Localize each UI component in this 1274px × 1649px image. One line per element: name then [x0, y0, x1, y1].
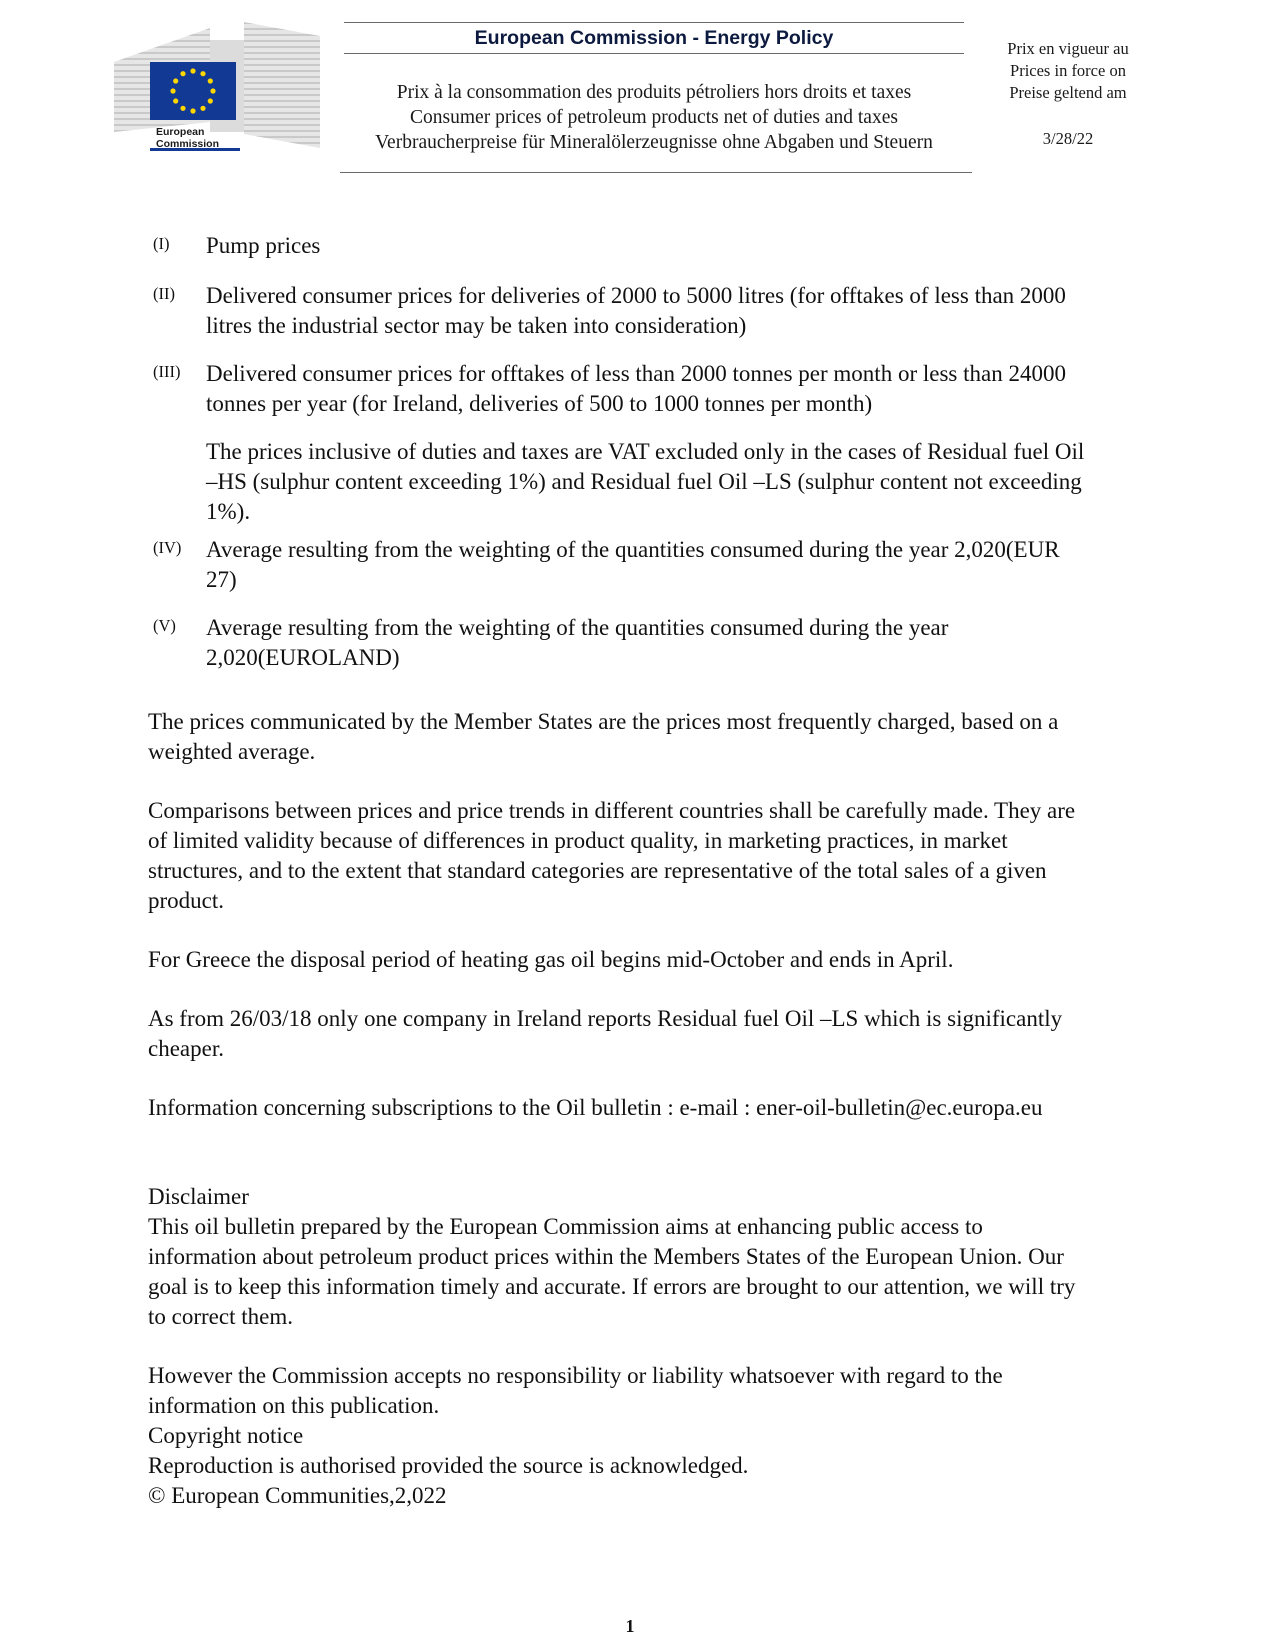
footnote-number-1: (I) [153, 234, 170, 253]
header-title: European Commission - Energy Policy [474, 27, 834, 49]
footnote-number-4: (IV) [153, 538, 182, 557]
european-commission-logo [114, 22, 320, 162]
comparisons-paragraph: Comparisons between prices and price trends in different countries shall be carefully made. They are of limited validity because of differences in product quality, in marketing practices, in market structures, and to the extent that standard categories are representative of the total sales of a given product. [148, 798, 1076, 913]
subtitle-english: Consumer prices of petroleum products net of duties and taxes [410, 107, 898, 128]
footnote-text-4: Average resulting from the weighting of the quantities consumed during the year 2,020(EUR 27) [206, 537, 1060, 592]
copyright-text: Reproduction is authorised provided the source is acknowledged. [148, 1453, 749, 1478]
logo-text-line-2: Commission [156, 138, 220, 150]
copyright-heading: Copyright notice [148, 1423, 304, 1448]
disclaimer-text: This oil bulletin prepared by the European Commission aims at enhancing public access to information about petroleum product prices within the Members States of the European Union. Our goal is to keep this information timely and accurate. If errors are brought to our attention, we will try to correct them. [148, 1214, 1076, 1329]
eu-star-icon [180, 106, 185, 111]
eu-star-icon [173, 78, 178, 83]
ireland-paragraph: As from 26/03/18 only one company in Ireland reports Residual fuel Oil –LS which is significantly cheaper. [148, 1006, 1063, 1061]
footnote-number-3: (III) [153, 362, 181, 381]
footnote-text-1: Pump prices [206, 233, 321, 258]
header-title-rule [344, 53, 964, 54]
logo-text-line-1: European [156, 126, 205, 138]
disclaimer-heading: Disclaimer [148, 1184, 249, 1209]
logo-wordmark [156, 126, 276, 150]
header-top-rule [344, 22, 964, 23]
eu-star-icon [173, 98, 178, 103]
liability-text: However the Commission accepts no responsibility or liability whatsoever with regard to the information on this publication. [148, 1363, 1003, 1418]
footnote-text-2: Delivered consumer prices for deliveries of 2000 to 5000 litres (for offtakes of less than 2000 litres the industrial sector may be taken into consideration) [206, 283, 1066, 338]
eu-star-icon [200, 106, 205, 111]
price-label-english: Prices in force on [1010, 61, 1126, 80]
eu-star-icon [200, 71, 205, 76]
eu-star-icon [210, 88, 215, 93]
price-label-french: Prix en vigueur au [1007, 39, 1129, 58]
price-date: 3/28/22 [1042, 129, 1094, 148]
vat-note: The prices inclusive of duties and taxes are VAT excluded only in the cases of Residual fuel Oil –HS (sulphur content exceeding 1%) and Residual fuel Oil –LS (sulphur content not exceeding 1%). [206, 439, 1085, 524]
eu-star-icon [208, 78, 213, 83]
eu-star-icon [180, 71, 185, 76]
eu-star-icon [190, 108, 195, 113]
subtitle-french: Prix à la consommation des produits pétroliers hors droits et taxes [396, 82, 912, 103]
price-label-german: Preise geltend am [1009, 83, 1127, 102]
copyright-line: © European Communities,2,022 [148, 1483, 447, 1508]
header-bottom-rule [340, 172, 972, 173]
footnote-number-2: (II) [153, 284, 175, 303]
eu-star-icon [190, 68, 195, 73]
subscription-paragraph: Information concerning subscriptions to the Oil bulletin : e-mail : ener-oil-bulletin@ec.europa.eu [148, 1095, 1043, 1120]
page-number: 1 [625, 1616, 635, 1636]
prices-paragraph: The prices communicated by the Member States are the prices most frequently charged, based on a weighted average. [148, 709, 1059, 764]
subtitle-german: Verbraucherpreise für Mineralölerzeugnisse ohne Abgaben und Steuern [375, 132, 933, 153]
footnote-text-3: Delivered consumer prices for offtakes of less than 2000 tonnes per month or less than 24000 tonnes per year (for Ireland, deliveries of 500 to 1000 tonnes per month) [206, 361, 1066, 416]
eu-star-icon [170, 88, 175, 93]
eu-star-icon [208, 98, 213, 103]
footnote-text-5: Average resulting from the weighting of the quantities consumed during the year 2,020(EUROLAND) [206, 615, 949, 670]
greece-paragraph: For Greece the disposal period of heating gas oil begins mid-October and ends in April. [148, 947, 954, 972]
footnote-number-5: (V) [153, 616, 176, 635]
